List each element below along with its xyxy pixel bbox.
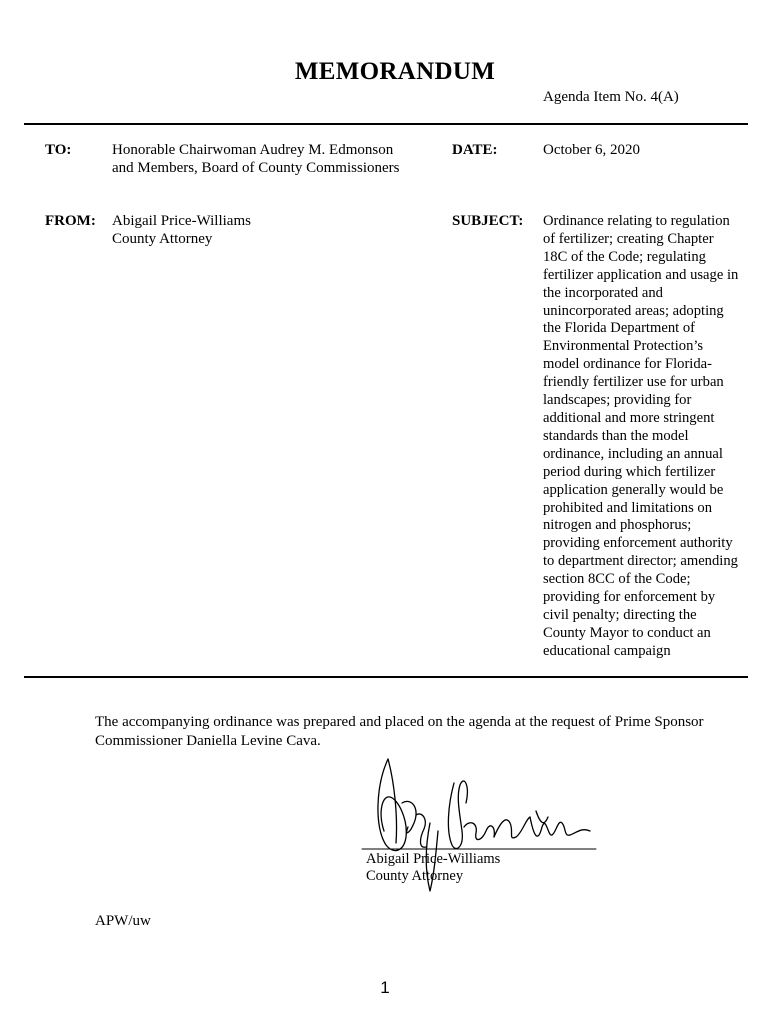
subject-line: civil penalty; directing the bbox=[543, 606, 697, 623]
to-line: and Members, Board of County Commissioners bbox=[112, 159, 400, 176]
subject-text bbox=[543, 213, 750, 661]
subject-line: nitrogen and phosphorus; bbox=[543, 517, 692, 534]
subject-line: standards than the model bbox=[543, 427, 689, 444]
subject-line: period during which fertilizer bbox=[543, 463, 716, 480]
subject-line: ordinance, including an annual bbox=[543, 445, 723, 462]
from-line: County Attorney bbox=[112, 230, 213, 247]
subject-label: SUBJECT: bbox=[452, 213, 524, 229]
from-sender bbox=[112, 213, 251, 249]
subject-line: unincorporated areas; adopting bbox=[543, 302, 724, 319]
subject-line: 18C of the Code; regulating bbox=[543, 248, 706, 265]
subject-line: model ordinance for Florida- bbox=[543, 356, 712, 373]
memo-title: MEMORANDUM bbox=[294, 58, 496, 85]
body-line: The accompanying ordinance was prepared and placed on the agenda at the request of Prime Sponsor bbox=[95, 714, 704, 730]
agenda-item-number: Agenda Item No. 4(A) bbox=[543, 89, 679, 105]
body-line: Commissioner Daniella Levine Cava. bbox=[95, 733, 321, 749]
signatory-name: Abigail Price-Williams bbox=[366, 851, 501, 867]
subject-line: providing for enforcement by bbox=[543, 589, 716, 606]
subject-line: section 8CC of the Code; bbox=[543, 571, 691, 588]
from-line: Abigail Price-Williams bbox=[112, 213, 251, 229]
subject-line: additional and more stringent bbox=[543, 409, 715, 426]
subject-line: friendly fertilizer use for urban bbox=[543, 374, 724, 391]
subject-line: fertilizer application and usage in bbox=[543, 266, 739, 283]
subject-line: Ordinance relating to regulation bbox=[543, 213, 730, 229]
subject-line: landscapes; providing for bbox=[543, 392, 692, 409]
subject-line: County Mayor to conduct an bbox=[543, 624, 711, 641]
subject-line: Environmental Protection’s bbox=[543, 338, 704, 355]
author-initials: APW/uw bbox=[95, 913, 151, 929]
top-divider bbox=[24, 123, 748, 125]
signature-block bbox=[360, 757, 605, 897]
subject-line: to department director; amending bbox=[543, 553, 738, 570]
to-line: Honorable Chairwoman Audrey M. Edmonson bbox=[112, 142, 394, 158]
subject-line: providing enforcement authority bbox=[543, 535, 733, 552]
subject-line: the Florida Department of bbox=[543, 320, 695, 337]
body-paragraph bbox=[95, 713, 735, 751]
to-label: TO: bbox=[45, 142, 72, 158]
subject-line: of fertilizer; creating Chapter bbox=[543, 230, 714, 247]
to-recipient bbox=[112, 142, 399, 178]
subject-line: application generally would be bbox=[543, 481, 724, 498]
page-number: 1 bbox=[380, 978, 390, 997]
date-label: DATE: bbox=[452, 142, 498, 158]
date-value: October 6, 2020 bbox=[543, 142, 641, 158]
bottom-divider bbox=[24, 676, 748, 678]
from-label: FROM: bbox=[45, 213, 96, 229]
subject-line: educational campaign bbox=[543, 642, 671, 659]
subject-line: the incorporated and bbox=[543, 284, 663, 301]
subject-line: prohibited and limitations on bbox=[543, 499, 713, 516]
signatory-title: County Attorney bbox=[366, 868, 464, 884]
